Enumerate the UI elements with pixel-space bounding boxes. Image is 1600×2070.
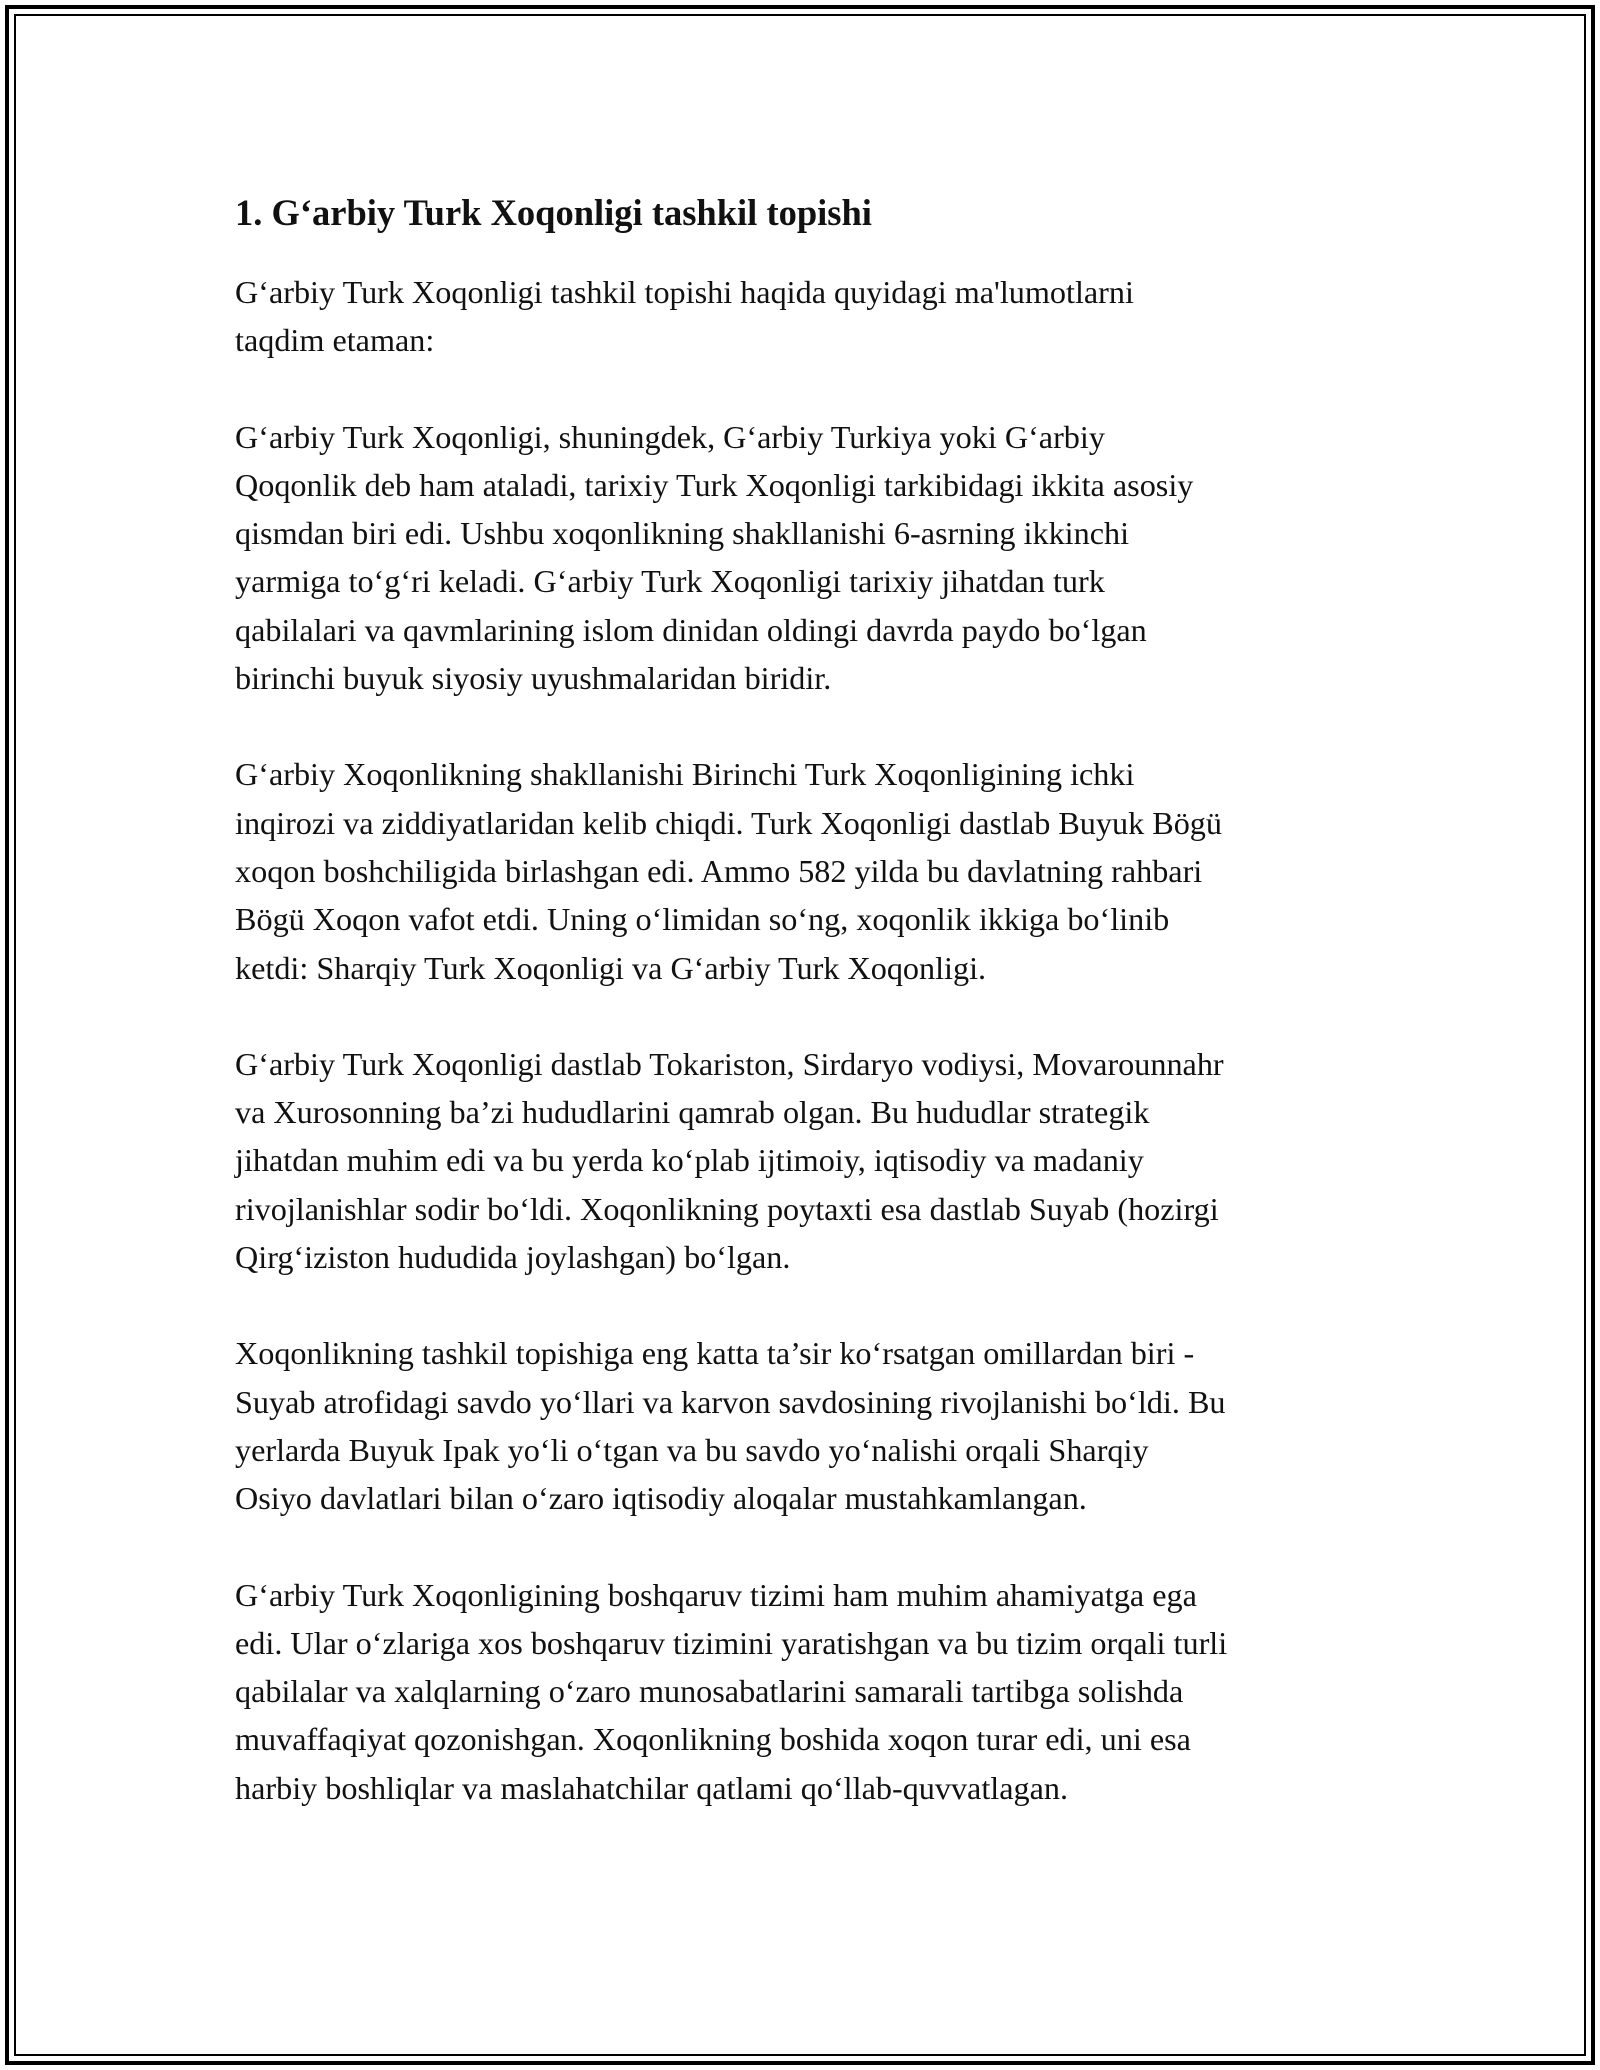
text-line: taqdim etaman: [235, 322, 435, 359]
text-line: qismdan biri edi. Ushbu xoqonlikning shakllanishi 6-asrning ikkinchi [235, 515, 1130, 552]
text-line: qabilalari va qavmlarining islom dinidan oldingi davrda paydo bo‘lgan [235, 611, 1147, 648]
text-line: ketdi: Sharqiy Turk Xoqonligi va G‘arbiy Turk Xoqonligi. [235, 949, 987, 986]
text-line: jihatdan muhim edi va bu yerda ko‘plab ijtimoiy, iqtisodiy va madaniy [235, 1142, 1144, 1179]
text-line: muvaffaqiyat qozonishgan. Xoqonlikning boshida xoqon turar edi, uni esa [235, 1721, 1191, 1758]
text-line: G‘arbiy Turk Xoqonligining boshqaruv tizimi ham muhim ahamiyatga ega [235, 1576, 1197, 1613]
text-line: qabilalar va xalqlarning o‘zaro munosabatlarini samarali tartibga solishda [235, 1673, 1184, 1710]
text-line: G‘arbiy Turk Xoqonligi tashkil topishi haqida quyidagi ma'lumotlarni [235, 274, 1134, 310]
text-line: G‘arbiy Xoqonlikning shakllanishi Birinchi Turk Xoqonligining ichki [235, 756, 1135, 793]
document-body [235, 188, 1375, 1860]
text-line: Qoqonlik deb ham ataladi, tarixiy Turk Xoqonligi tarkibidagi ikkita asosiy [235, 466, 1194, 503]
text-line: inqirozi va ziddiyatlaridan kelib chiqdi. Turk Xoqonligi dastlab Buyuk Bögü [235, 804, 1222, 841]
text-line: va Xurosonning ba’zi hududlarini qamrab olgan. Bu hududlar strategik [235, 1094, 1150, 1131]
paragraph-territory [235, 1040, 1375, 1281]
text-line: rivojlanishlar sodir bo‘ldi. Xoqonlikning poytaxti esa dastlab Suyab (hozirgi [235, 1190, 1219, 1227]
text-line: edi. Ular o‘zlariga xos boshqaruv tizimini yaratishgan va bu tizim orqali turli [235, 1624, 1228, 1661]
text-line: Qirg‘iziston hududida joylashgan) bo‘lgan. [235, 1239, 791, 1276]
text-line: xoqon boshchiligida birlashgan edi. Ammo 582 yilda bu davlatning rahbari [235, 852, 1203, 889]
text-line: yarmiga to‘g‘ri keladi. G‘arbiy Turk Xoqonligi tarixiy jihatdan turk [235, 563, 1105, 600]
paragraph-intro [235, 268, 1375, 365]
text-line: Xoqonlikning tashkil topishiga eng katta ta’sir ko‘rsatgan omillardan biri - [235, 1335, 1195, 1372]
paragraph-overview [235, 413, 1375, 703]
text-line: Osiyo davlatlari bilan o‘zaro iqtisodiy aloqalar mustahkamlangan. [235, 1480, 1087, 1517]
text-line: Bögü Xoqon vafot etdi. Uning o‘limidan so‘ng, xoqonlik ikkiga bo‘linib [235, 901, 1170, 938]
text-line: yerlarda Buyuk Ipak yo‘li o‘tgan va bu savdo yo‘nalishi orqali Sharqiy [235, 1431, 1149, 1468]
text-line: birinchi buyuk siyosiy uyushmalaridan biridir. [235, 660, 832, 697]
section-heading: 1. G‘arbiy Turk Xoqonligi tashkil topishi [235, 192, 872, 233]
text-line: Suyab atrofidagi savdo yo‘llari va karvon savdosining rivojlanishi bo‘ldi. Bu [235, 1383, 1226, 1420]
paragraph-formation [235, 750, 1375, 991]
paragraph-trade [235, 1329, 1375, 1522]
text-line: harbiy boshliqlar va maslahatchilar qatlami qo‘llab-quvvatlagan. [235, 1769, 1069, 1806]
text-line: G‘arbiy Turk Xoqonligi, shuningdek, G‘arbiy Turkiya yoki G‘arbiy [235, 418, 1105, 455]
text-line: G‘arbiy Turk Xoqonligi dastlab Tokariston, Sirdaryo vodiysi, Movarounnahr [235, 1045, 1224, 1082]
paragraph-governance [235, 1571, 1375, 1812]
